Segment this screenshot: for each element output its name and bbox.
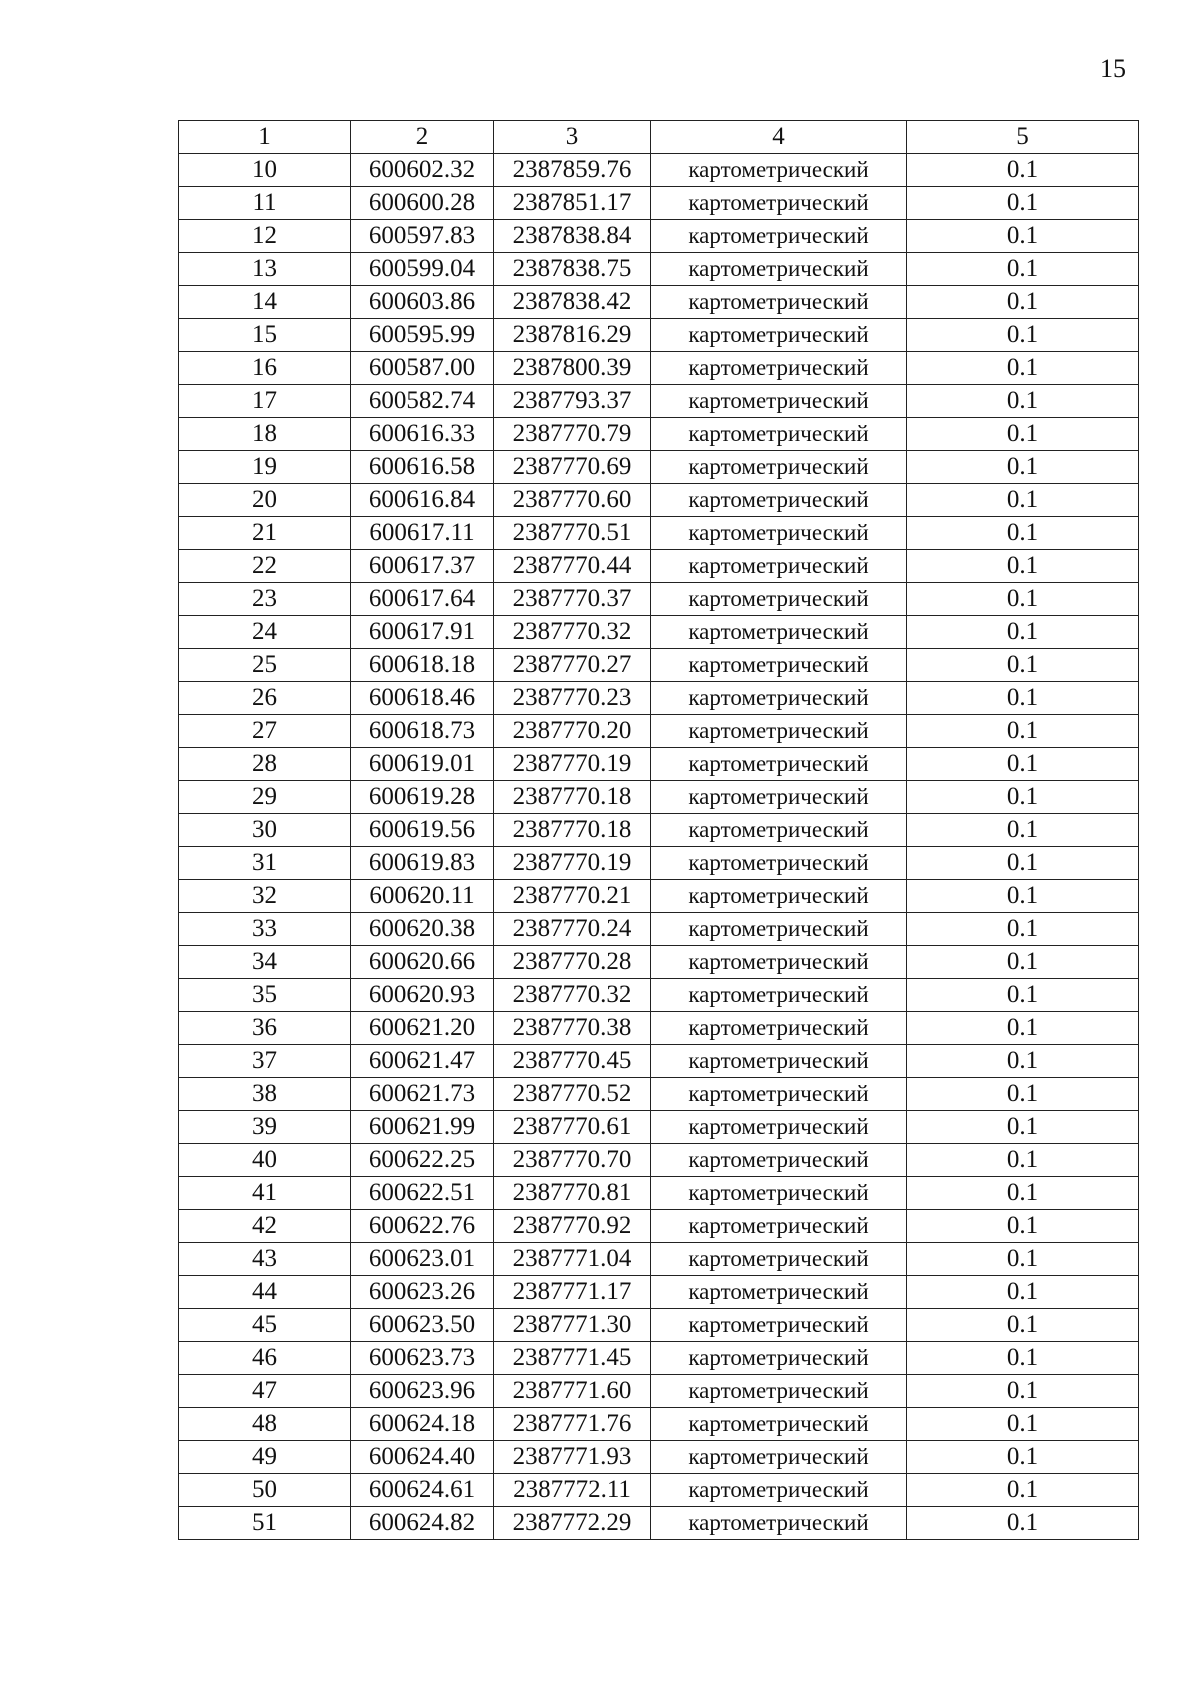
page-number: 15 [1100, 54, 1126, 83]
accuracy-cell: 0.1 [907, 583, 1139, 616]
y-coordinate-cell: 2387770.37 [494, 583, 651, 616]
point-number-cell: 23 [179, 583, 351, 616]
point-number-cell: 10 [179, 154, 351, 187]
x-coordinate-cell: 600616.58 [351, 451, 494, 484]
method-cell: картометрический [651, 550, 907, 583]
x-coordinate-cell: 600622.76 [351, 1210, 494, 1243]
table-row [179, 1210, 1139, 1243]
x-coordinate-cell: 600617.37 [351, 550, 494, 583]
x-coordinate-cell: 600620.66 [351, 946, 494, 979]
accuracy-cell: 0.1 [907, 616, 1139, 649]
point-number-cell: 40 [179, 1144, 351, 1177]
y-coordinate-cell: 2387838.42 [494, 286, 651, 319]
y-coordinate-cell: 2387770.81 [494, 1177, 651, 1210]
x-coordinate-cell: 600621.20 [351, 1012, 494, 1045]
method-cell: картометрический [651, 1243, 907, 1276]
accuracy-cell: 0.1 [907, 352, 1139, 385]
table-row [179, 1243, 1139, 1276]
accuracy-cell: 0.1 [907, 253, 1139, 286]
table-row [179, 286, 1139, 319]
table-row [179, 1144, 1139, 1177]
x-coordinate-cell: 600599.04 [351, 253, 494, 286]
accuracy-cell: 0.1 [907, 946, 1139, 979]
method-cell: картометрический [651, 1177, 907, 1210]
point-number-cell: 16 [179, 352, 351, 385]
method-cell: картометрический [651, 649, 907, 682]
point-number-cell: 44 [179, 1276, 351, 1309]
accuracy-cell: 0.1 [907, 1210, 1139, 1243]
method-cell: картометрический [651, 1078, 907, 1111]
point-number-cell: 35 [179, 979, 351, 1012]
x-coordinate-cell: 600623.01 [351, 1243, 494, 1276]
accuracy-cell: 0.1 [907, 1375, 1139, 1408]
accuracy-cell: 0.1 [907, 781, 1139, 814]
x-coordinate-cell: 600619.56 [351, 814, 494, 847]
y-coordinate-cell: 2387770.19 [494, 748, 651, 781]
header-col-3: 3 [494, 121, 651, 154]
x-coordinate-cell: 600587.00 [351, 352, 494, 385]
table-body [179, 154, 1139, 1540]
method-cell: картометрический [651, 1474, 907, 1507]
accuracy-cell: 0.1 [907, 187, 1139, 220]
table-row [179, 1111, 1139, 1144]
x-coordinate-cell: 600582.74 [351, 385, 494, 418]
method-cell: картометрический [651, 682, 907, 715]
y-coordinate-cell: 2387851.17 [494, 187, 651, 220]
accuracy-cell: 0.1 [907, 715, 1139, 748]
method-cell: картометрический [651, 913, 907, 946]
table-row [179, 319, 1139, 352]
accuracy-cell: 0.1 [907, 1474, 1139, 1507]
method-cell: картометрический [651, 484, 907, 517]
table-row [179, 1012, 1139, 1045]
y-coordinate-cell: 2387770.61 [494, 1111, 651, 1144]
point-number-cell: 18 [179, 418, 351, 451]
accuracy-cell: 0.1 [907, 979, 1139, 1012]
method-cell: картометрический [651, 1342, 907, 1375]
y-coordinate-cell: 2387770.23 [494, 682, 651, 715]
method-cell: картометрический [651, 781, 907, 814]
point-number-cell: 50 [179, 1474, 351, 1507]
header-col-2: 2 [351, 121, 494, 154]
point-number-cell: 34 [179, 946, 351, 979]
table-header-row [179, 121, 1139, 154]
table-row [179, 1177, 1139, 1210]
accuracy-cell: 0.1 [907, 451, 1139, 484]
accuracy-cell: 0.1 [907, 748, 1139, 781]
point-number-cell: 48 [179, 1408, 351, 1441]
point-number-cell: 21 [179, 517, 351, 550]
point-number-cell: 27 [179, 715, 351, 748]
accuracy-cell: 0.1 [907, 1309, 1139, 1342]
method-cell: картометрический [651, 1012, 907, 1045]
y-coordinate-cell: 2387770.28 [494, 946, 651, 979]
x-coordinate-cell: 600616.33 [351, 418, 494, 451]
x-coordinate-cell: 600620.38 [351, 913, 494, 946]
method-cell: картометрический [651, 979, 907, 1012]
table-row [179, 1375, 1139, 1408]
method-cell: картометрический [651, 187, 907, 220]
x-coordinate-cell: 600622.25 [351, 1144, 494, 1177]
x-coordinate-cell: 600603.86 [351, 286, 494, 319]
method-cell: картометрический [651, 385, 907, 418]
y-coordinate-cell: 2387772.29 [494, 1507, 651, 1540]
x-coordinate-cell: 600617.91 [351, 616, 494, 649]
y-coordinate-cell: 2387770.32 [494, 616, 651, 649]
method-cell: картометрический [651, 715, 907, 748]
point-number-cell: 47 [179, 1375, 351, 1408]
x-coordinate-cell: 600623.73 [351, 1342, 494, 1375]
point-number-cell: 24 [179, 616, 351, 649]
x-coordinate-cell: 600623.96 [351, 1375, 494, 1408]
point-number-cell: 22 [179, 550, 351, 583]
point-number-cell: 20 [179, 484, 351, 517]
y-coordinate-cell: 2387770.38 [494, 1012, 651, 1045]
table-row [179, 1408, 1139, 1441]
y-coordinate-cell: 2387793.37 [494, 385, 651, 418]
accuracy-cell: 0.1 [907, 1111, 1139, 1144]
x-coordinate-cell: 600618.18 [351, 649, 494, 682]
accuracy-cell: 0.1 [907, 1012, 1139, 1045]
x-coordinate-cell: 600624.40 [351, 1441, 494, 1474]
method-cell: картометрический [651, 616, 907, 649]
accuracy-cell: 0.1 [907, 1144, 1139, 1177]
accuracy-cell: 0.1 [907, 517, 1139, 550]
accuracy-cell: 0.1 [907, 649, 1139, 682]
method-cell: картометрический [651, 352, 907, 385]
y-coordinate-cell: 2387771.45 [494, 1342, 651, 1375]
table-row [179, 517, 1139, 550]
method-cell: картометрический [651, 880, 907, 913]
x-coordinate-cell: 600618.73 [351, 715, 494, 748]
table-row [179, 682, 1139, 715]
y-coordinate-cell: 2387771.60 [494, 1375, 651, 1408]
accuracy-cell: 0.1 [907, 1342, 1139, 1375]
y-coordinate-cell: 2387772.11 [494, 1474, 651, 1507]
table-row [179, 1507, 1139, 1540]
y-coordinate-cell: 2387770.60 [494, 484, 651, 517]
header-col-1: 1 [179, 121, 351, 154]
y-coordinate-cell: 2387770.52 [494, 1078, 651, 1111]
method-cell: картометрический [651, 1375, 907, 1408]
x-coordinate-cell: 600597.83 [351, 220, 494, 253]
y-coordinate-cell: 2387838.75 [494, 253, 651, 286]
accuracy-cell: 0.1 [907, 847, 1139, 880]
table-row [179, 1078, 1139, 1111]
point-number-cell: 38 [179, 1078, 351, 1111]
point-number-cell: 17 [179, 385, 351, 418]
point-number-cell: 11 [179, 187, 351, 220]
method-cell: картометрический [651, 319, 907, 352]
table-row [179, 1276, 1139, 1309]
method-cell: картометрический [651, 1144, 907, 1177]
table-row [179, 385, 1139, 418]
table-row [179, 352, 1139, 385]
y-coordinate-cell: 2387770.44 [494, 550, 651, 583]
x-coordinate-cell: 600621.99 [351, 1111, 494, 1144]
table-row [179, 583, 1139, 616]
point-number-cell: 15 [179, 319, 351, 352]
x-coordinate-cell: 600619.83 [351, 847, 494, 880]
accuracy-cell: 0.1 [907, 154, 1139, 187]
method-cell: картометрический [651, 748, 907, 781]
table-row [179, 913, 1139, 946]
table-row [179, 154, 1139, 187]
method-cell: картометрический [651, 1408, 907, 1441]
x-coordinate-cell: 600595.99 [351, 319, 494, 352]
method-cell: картометрический [651, 847, 907, 880]
accuracy-cell: 0.1 [907, 385, 1139, 418]
table-row [179, 484, 1139, 517]
table-row [179, 220, 1139, 253]
accuracy-cell: 0.1 [907, 484, 1139, 517]
method-cell: картометрический [651, 1045, 907, 1078]
y-coordinate-cell: 2387770.92 [494, 1210, 651, 1243]
table-row [179, 847, 1139, 880]
x-coordinate-cell: 600602.32 [351, 154, 494, 187]
y-coordinate-cell: 2387771.17 [494, 1276, 651, 1309]
method-cell: картометрический [651, 220, 907, 253]
x-coordinate-cell: 600621.73 [351, 1078, 494, 1111]
x-coordinate-cell: 600624.18 [351, 1408, 494, 1441]
accuracy-cell: 0.1 [907, 319, 1139, 352]
table-row [179, 946, 1139, 979]
table-row [179, 748, 1139, 781]
coordinates-table [178, 120, 1139, 1540]
point-number-cell: 36 [179, 1012, 351, 1045]
method-cell: картометрический [651, 583, 907, 616]
accuracy-cell: 0.1 [907, 550, 1139, 583]
accuracy-cell: 0.1 [907, 220, 1139, 253]
table-row [179, 1309, 1139, 1342]
accuracy-cell: 0.1 [907, 880, 1139, 913]
table-row [179, 649, 1139, 682]
point-number-cell: 29 [179, 781, 351, 814]
x-coordinate-cell: 600617.11 [351, 517, 494, 550]
accuracy-cell: 0.1 [907, 1276, 1139, 1309]
y-coordinate-cell: 2387771.93 [494, 1441, 651, 1474]
x-coordinate-cell: 600616.84 [351, 484, 494, 517]
table-row [179, 1474, 1139, 1507]
method-cell: картометрический [651, 1276, 907, 1309]
y-coordinate-cell: 2387771.30 [494, 1309, 651, 1342]
x-coordinate-cell: 600621.47 [351, 1045, 494, 1078]
accuracy-cell: 0.1 [907, 1045, 1139, 1078]
y-coordinate-cell: 2387770.20 [494, 715, 651, 748]
point-number-cell: 26 [179, 682, 351, 715]
point-number-cell: 19 [179, 451, 351, 484]
y-coordinate-cell: 2387770.70 [494, 1144, 651, 1177]
accuracy-cell: 0.1 [907, 1243, 1139, 1276]
point-number-cell: 49 [179, 1441, 351, 1474]
y-coordinate-cell: 2387800.39 [494, 352, 651, 385]
point-number-cell: 12 [179, 220, 351, 253]
y-coordinate-cell: 2387859.76 [494, 154, 651, 187]
point-number-cell: 46 [179, 1342, 351, 1375]
y-coordinate-cell: 2387816.29 [494, 319, 651, 352]
x-coordinate-cell: 600623.26 [351, 1276, 494, 1309]
accuracy-cell: 0.1 [907, 1507, 1139, 1540]
table-row [179, 814, 1139, 847]
y-coordinate-cell: 2387771.04 [494, 1243, 651, 1276]
table-row [179, 979, 1139, 1012]
method-cell: картометрический [651, 517, 907, 550]
table-row [179, 451, 1139, 484]
point-number-cell: 39 [179, 1111, 351, 1144]
x-coordinate-cell: 600620.93 [351, 979, 494, 1012]
point-number-cell: 13 [179, 253, 351, 286]
table-row [179, 253, 1139, 286]
method-cell: картометрический [651, 1210, 907, 1243]
accuracy-cell: 0.1 [907, 1408, 1139, 1441]
accuracy-cell: 0.1 [907, 1078, 1139, 1111]
accuracy-cell: 0.1 [907, 1177, 1139, 1210]
x-coordinate-cell: 600619.28 [351, 781, 494, 814]
method-cell: картометрический [651, 451, 907, 484]
method-cell: картометрический [651, 814, 907, 847]
point-number-cell: 43 [179, 1243, 351, 1276]
x-coordinate-cell: 600623.50 [351, 1309, 494, 1342]
x-coordinate-cell: 600622.51 [351, 1177, 494, 1210]
point-number-cell: 30 [179, 814, 351, 847]
point-number-cell: 45 [179, 1309, 351, 1342]
point-number-cell: 31 [179, 847, 351, 880]
point-number-cell: 32 [179, 880, 351, 913]
y-coordinate-cell: 2387770.21 [494, 880, 651, 913]
table-row [179, 880, 1139, 913]
accuracy-cell: 0.1 [907, 418, 1139, 451]
point-number-cell: 51 [179, 1507, 351, 1540]
header-col-4: 4 [651, 121, 907, 154]
header-col-5: 5 [907, 121, 1139, 154]
table-row [179, 187, 1139, 220]
y-coordinate-cell: 2387770.45 [494, 1045, 651, 1078]
accuracy-cell: 0.1 [907, 1441, 1139, 1474]
method-cell: картометрический [651, 154, 907, 187]
point-number-cell: 14 [179, 286, 351, 319]
y-coordinate-cell: 2387770.24 [494, 913, 651, 946]
point-number-cell: 41 [179, 1177, 351, 1210]
method-cell: картометрический [651, 1309, 907, 1342]
table-row [179, 715, 1139, 748]
table-row [179, 1342, 1139, 1375]
y-coordinate-cell: 2387838.84 [494, 220, 651, 253]
y-coordinate-cell: 2387770.27 [494, 649, 651, 682]
point-number-cell: 37 [179, 1045, 351, 1078]
y-coordinate-cell: 2387770.19 [494, 847, 651, 880]
method-cell: картометрический [651, 418, 907, 451]
x-coordinate-cell: 600624.82 [351, 1507, 494, 1540]
y-coordinate-cell: 2387770.79 [494, 418, 651, 451]
y-coordinate-cell: 2387771.76 [494, 1408, 651, 1441]
method-cell: картометрический [651, 286, 907, 319]
y-coordinate-cell: 2387770.18 [494, 781, 651, 814]
x-coordinate-cell: 600600.28 [351, 187, 494, 220]
y-coordinate-cell: 2387770.32 [494, 979, 651, 1012]
table-row [179, 1441, 1139, 1474]
x-coordinate-cell: 600619.01 [351, 748, 494, 781]
accuracy-cell: 0.1 [907, 814, 1139, 847]
method-cell: картометрический [651, 1507, 907, 1540]
point-number-cell: 33 [179, 913, 351, 946]
accuracy-cell: 0.1 [907, 286, 1139, 319]
x-coordinate-cell: 600618.46 [351, 682, 494, 715]
point-number-cell: 28 [179, 748, 351, 781]
x-coordinate-cell: 600624.61 [351, 1474, 494, 1507]
y-coordinate-cell: 2387770.51 [494, 517, 651, 550]
point-number-cell: 42 [179, 1210, 351, 1243]
method-cell: картометрический [651, 946, 907, 979]
accuracy-cell: 0.1 [907, 682, 1139, 715]
table-row [179, 550, 1139, 583]
table-row [179, 616, 1139, 649]
table-row [179, 418, 1139, 451]
accuracy-cell: 0.1 [907, 913, 1139, 946]
method-cell: картометрический [651, 1111, 907, 1144]
method-cell: картометрический [651, 1441, 907, 1474]
y-coordinate-cell: 2387770.18 [494, 814, 651, 847]
x-coordinate-cell: 600620.11 [351, 880, 494, 913]
point-number-cell: 25 [179, 649, 351, 682]
x-coordinate-cell: 600617.64 [351, 583, 494, 616]
method-cell: картометрический [651, 253, 907, 286]
y-coordinate-cell: 2387770.69 [494, 451, 651, 484]
table-row [179, 781, 1139, 814]
table-row [179, 1045, 1139, 1078]
